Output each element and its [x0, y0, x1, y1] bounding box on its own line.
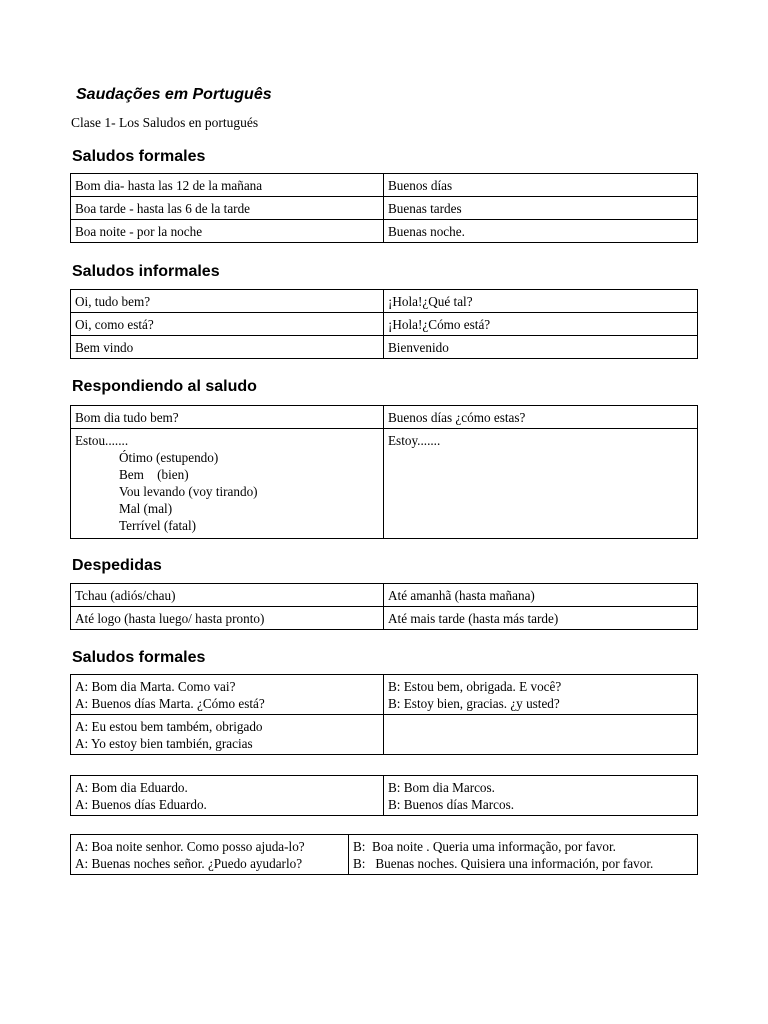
table-cell: Estoy.......: [384, 429, 698, 539]
dialog-line: B: Bom dia Marcos.: [388, 780, 495, 795]
table-cell: Bem vindo: [71, 336, 384, 359]
table-cell: Até mais tarde (hasta más tarde): [384, 607, 698, 630]
table-cell: Até amanhã (hasta mañana): [384, 584, 698, 607]
table-row: [71, 429, 698, 539]
dialog-line: B: Estoy bien, gracias. ¿y usted?: [388, 696, 560, 711]
document-subtitle: Clase 1- Los Saludos en portugués: [71, 115, 259, 130]
table-cell: Tchau (adiós/chau): [71, 584, 384, 607]
section-heading-saludos-formales-2: Saludos formales: [72, 649, 206, 666]
table-cell: [71, 715, 384, 755]
dialog-line: A: Eu estou bem também, obrigado: [75, 719, 263, 734]
table-row: [71, 197, 698, 220]
dialog-line: A: Bom dia Eduardo.: [75, 780, 188, 795]
table-cell: [71, 429, 384, 539]
dialog-line: A: Yo estoy bien también, gracias: [75, 736, 253, 751]
table-cell: Oi, tudo bem?: [71, 290, 384, 313]
table-dialog-eduardo: [70, 775, 698, 816]
table-cell: [71, 835, 349, 875]
table-saludos-informales: [70, 289, 698, 359]
section-heading-saludos-informales: Saludos informales: [72, 263, 220, 280]
dialog-line: B: Buenos días Marcos.: [388, 797, 515, 812]
section-heading-respondiendo: Respondiendo al saludo: [72, 378, 257, 395]
table-cell: [384, 675, 698, 715]
dialog-line: B: Estou bem, obrigada. E você?: [388, 679, 562, 694]
table-saludos-formales: [70, 173, 698, 243]
table-cell: Boa tarde - hasta las 6 de la tarde: [71, 197, 384, 220]
dialog-line: B: Buenas noches. Quisiera una información, por favor.: [353, 856, 654, 871]
table-cell: [71, 675, 384, 715]
table-cell: Oi, como está?: [71, 313, 384, 336]
table-cell: ¡Hola!¿Cómo está?: [384, 313, 698, 336]
table-respondiendo: [70, 405, 698, 539]
table-cell: Buenas noche.: [384, 220, 698, 243]
table-row: [71, 715, 698, 755]
response-option: Vou levando (voy tirando): [119, 484, 258, 499]
table-cell: [71, 776, 384, 816]
response-option: Ótimo (estupendo): [119, 450, 219, 465]
dialog-line: B: Boa noite . Queria uma informação, por favor.: [353, 839, 616, 854]
document-title: Saudações em Português: [76, 86, 272, 103]
dialog-line: A: Buenas noches señor. ¿Puedo ayudarlo?: [75, 856, 303, 871]
dialog-line: A: Boa noite senhor. Como posso ajuda-lo?: [75, 839, 305, 854]
section-heading-saludos-formales: Saludos formales: [72, 148, 206, 165]
estou-label: Estou.......: [75, 433, 129, 448]
response-option: Mal (mal): [119, 501, 173, 516]
table-cell: Buenos días: [384, 174, 698, 197]
table-row: [71, 336, 698, 359]
table-row: [71, 313, 698, 336]
table-cell: [384, 776, 698, 816]
table-cell: Boa noite - por la noche: [71, 220, 384, 243]
table-row: [71, 607, 698, 630]
table-cell: Bienvenido: [384, 336, 698, 359]
table-row: [71, 776, 698, 816]
table-cell: [384, 715, 698, 755]
table-despedidas: [70, 583, 698, 630]
table-row: [71, 406, 698, 429]
dialog-line: A: Buenos días Eduardo.: [75, 797, 207, 812]
table-row: [71, 174, 698, 197]
section-heading-despedidas: Despedidas: [72, 557, 162, 574]
table-cell: Bom dia- hasta las 12 de la mañana: [71, 174, 384, 197]
table-cell: ¡Hola!¿Qué tal?: [384, 290, 698, 313]
dialog-line: A: Buenos días Marta. ¿Cómo está?: [75, 696, 265, 711]
table-row: [71, 220, 698, 243]
table-cell: [349, 835, 698, 875]
table-cell: Bom dia tudo bem?: [71, 406, 384, 429]
table-row: [71, 835, 698, 875]
response-option: Bem (bien): [119, 467, 189, 482]
table-cell: Até logo (hasta luego/ hasta pronto): [71, 607, 384, 630]
dialog-line: A: Bom dia Marta. Como vai?: [75, 679, 236, 694]
response-option: Terrível (fatal): [119, 518, 197, 533]
table-row: [71, 584, 698, 607]
table-dialog-senhor: [70, 834, 698, 875]
table-row: [71, 290, 698, 313]
table-dialog-marta: [70, 674, 698, 755]
table-cell: Buenas tardes: [384, 197, 698, 220]
table-row: [71, 675, 698, 715]
table-cell: Buenos días ¿cómo estas?: [384, 406, 698, 429]
